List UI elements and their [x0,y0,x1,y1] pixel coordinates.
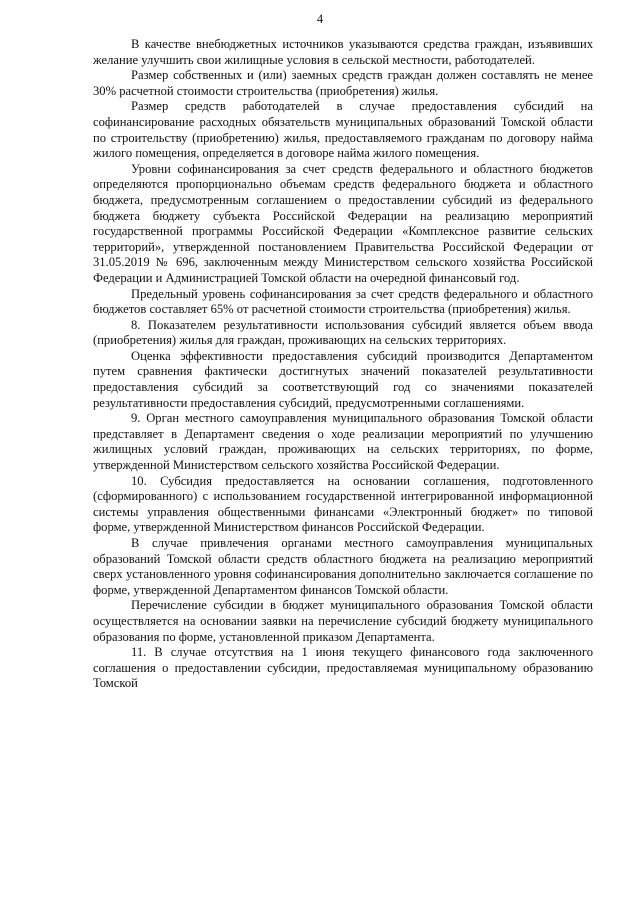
paragraph-own-funds: Размер собственных и (или) заемных средств граждан должен составлять не менее 30% расчетной стоимости строительства (приобретения) жилья. [93,68,593,98]
paragraph-additional-agreement: В случае привлечения органами местного самоуправления муниципальных образований Томской области средств областного бюджета на реализацию мероприятий сверх установленного уровня софинансирования дополнительно заключается соглашение по форме, утвержденной Департаментом финансов Томской области. [93,536,593,597]
paragraph-section-9: 9. Орган местного самоуправления муниципального образования Томской области представляет в Департамент сведения о ходе реализации мероприятий по улучшению жилищных условий граждан, проживающих на сельских территориях, по форме, утвержденной Министерством сельского хозяйства Российской Федерации. [93,411,593,473]
paragraph-subsidy-transfer: Перечисление субсидии в бюджет муниципального образования Томской области осуществляется на основании заявки на перечисление субсидий бюджету муниципального образования по форме, установленной приказом Департамента. [93,598,593,644]
paragraph-section-10: 10. Субсидия предоставляется на основании соглашения, подготовленного (сформированного) с использованием государственной интегрированной информационной системы управления общественными финансами «Электронный бюджет» по типовой форме, утвержденной Министерством финансов Российской Федерации. [93,473,593,535]
paragraph-efficiency-assessment: Оценка эффективности предоставления субсидий производится Департаментом путем сравнения фактически достигнутых значений показателей результативности предоставления субсидий за соответствующий год со значениями показателей результативности предоставления субсидий, предусмотренными соглашениями. [93,348,593,410]
paragraph-cofinancing-levels: Уровни софинансирования за счет средств федерального и областного бюджетов определяются пропорционально объемам средств федерального бюджета и областного бюджета, предусмотренным соглашением о предоставлении субсидий из федерального бюджета бюджету субъекта Российской Федерации на реализацию мероприятий государственной программы Российской Федерации «Комплексное развитие сельских территорий», утвержденной постановлением Правительства Российской Федерации от 31.05.2019 № 696, заключенным между Министерством сельского хозяйства Российской Федерации и Администрацией Томской области на очередной финансовый год. [93,161,593,285]
document-body [93,37,593,692]
paragraph-max-cofinancing: Предельный уровень софинансирования за счет средств федерального и областного бюджетов составляет 65% от расчетной стоимости строительства (приобретения) жилья. [93,286,593,317]
paragraph-section-11: 11. В случае отсутствия на 1 июня текущего финансового года заключенного соглашения о предоставлении субсидии, предоставляемая муниципальному образованию Томской [93,645,593,691]
page-number: 4 [316,12,324,26]
paragraph-employer-funds: Размер средств работодателей в случае предоставления субсидий на софинансирование расходных обязательств муниципальных образований Томской области по строительству (приобретению) жилья, предоставляемого гражданам по договору найма жилого помещения, определяется в договоре найма жилого помещения. [93,99,593,161]
paragraph-extrabudgetary-sources: В качестве внебюджетных источников указываются средства граждан, изъявивших желание улучшить свои жилищные условия в сельской местности, работодателей. [93,37,593,67]
paragraph-section-8: 8. Показателем результативности использования субсидий является объем ввода (приобретения) жилья для граждан, проживающих на сельских территориях. [93,317,593,348]
